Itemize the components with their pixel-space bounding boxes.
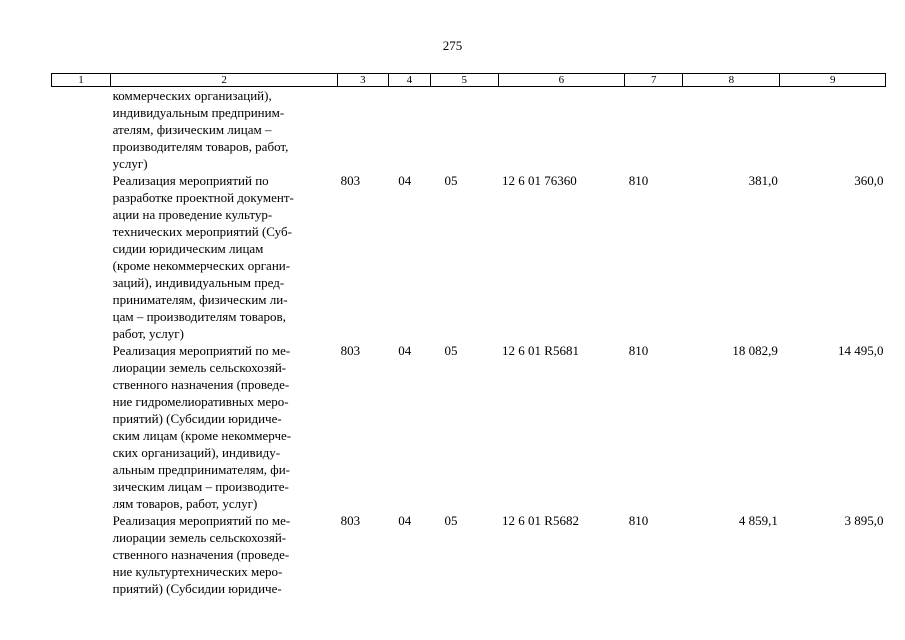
subsection-code-cell: 05 — [444, 513, 458, 528]
description-cell: коммерческих организаций), индивидуальным предприним- ателям, физическим лицам – производителям товаров, работ, услуг) — [112, 88, 289, 171]
page-number: 275 — [442, 38, 463, 53]
section-code-cell: 04 — [398, 173, 412, 188]
subsection-code-cell: 05 — [444, 343, 458, 358]
table-row — [52, 342, 886, 512]
table-row — [52, 172, 886, 342]
expense-type-cell: 810 — [628, 173, 649, 188]
target-article-cell — [498, 87, 625, 173]
column-header: 2 — [111, 74, 338, 87]
section-code-cell: 04 — [398, 343, 412, 358]
description-cell: Реализация мероприятий по ме- лиорации земель сельскохозяй- ственного назначения (проведе- ние гидромелиоративных меро- приятий) (Субсидии юридиче- ским лицам (кроме некоммерче- ских организаций), индивиду- альным предпринимателям, фи- зическим лицам – производите- лям товаров, работ, услуг) — [112, 343, 292, 511]
target-article-cell: 12 6 01 76360 — [502, 173, 577, 188]
row-index-cell — [52, 512, 111, 597]
column-number-row — [52, 74, 886, 87]
ministry-code-cell: 803 — [340, 513, 361, 528]
table-header — [52, 74, 886, 87]
sum-year-1-cell: 18 082,9 — [732, 343, 778, 358]
column-header: 8 — [683, 74, 780, 87]
sum-year-1-cell: 381,0 — [748, 173, 778, 188]
description-cell: Реализация мероприятий по разработке проектной документ- ации на проведение культур- технических мероприятий (Суб- сидии юридическим лицам (кроме некоммерческих органи- заций), индивидуальным пред- принимателям, физическим ли- цам – производителям товаров, работ, услуг) — [112, 173, 294, 341]
column-header: 4 — [388, 74, 430, 87]
section-code-cell: 04 — [398, 513, 412, 528]
table-body — [52, 87, 886, 598]
expense-type-cell: 810 — [628, 343, 649, 358]
column-header: 3 — [338, 74, 389, 87]
description-cell: Реализация мероприятий по ме- лиорации земель сельскохозяй- ственного назначения (проведе- ние культуртехнических меро- приятий) (Субсидии юридиче- — [112, 513, 291, 596]
table-row — [52, 87, 886, 173]
expense-type-cell — [625, 87, 683, 173]
sum-year-1-cell — [683, 87, 780, 173]
ministry-code-cell: 803 — [340, 173, 361, 188]
column-header: 6 — [498, 74, 625, 87]
sum-year-2-cell: 14 495,0 — [838, 343, 884, 358]
ministry-code-cell: 803 — [340, 343, 361, 358]
column-header: 7 — [625, 74, 683, 87]
sum-year-1-cell: 4 859,1 — [738, 513, 778, 528]
sum-year-2-cell: 3 895,0 — [844, 513, 884, 528]
target-article-cell: 12 6 01 R5681 — [502, 343, 579, 358]
budget-table — [51, 73, 886, 597]
table-row — [52, 512, 886, 597]
row-index-cell — [52, 342, 111, 512]
subsection-code-cell: 05 — [444, 173, 458, 188]
ministry-code-cell — [338, 87, 389, 173]
column-header: 9 — [780, 74, 886, 87]
section-code-cell — [388, 87, 430, 173]
column-header: 5 — [430, 74, 498, 87]
column-header: 1 — [52, 74, 111, 87]
sum-year-2-cell: 360,0 — [854, 173, 884, 188]
target-article-cell: 12 6 01 R5682 — [502, 513, 579, 528]
row-index-cell — [52, 87, 111, 173]
subsection-code-cell — [430, 87, 498, 173]
expense-type-cell: 810 — [628, 513, 649, 528]
row-index-cell — [52, 172, 111, 342]
sum-year-2-cell — [780, 87, 886, 173]
